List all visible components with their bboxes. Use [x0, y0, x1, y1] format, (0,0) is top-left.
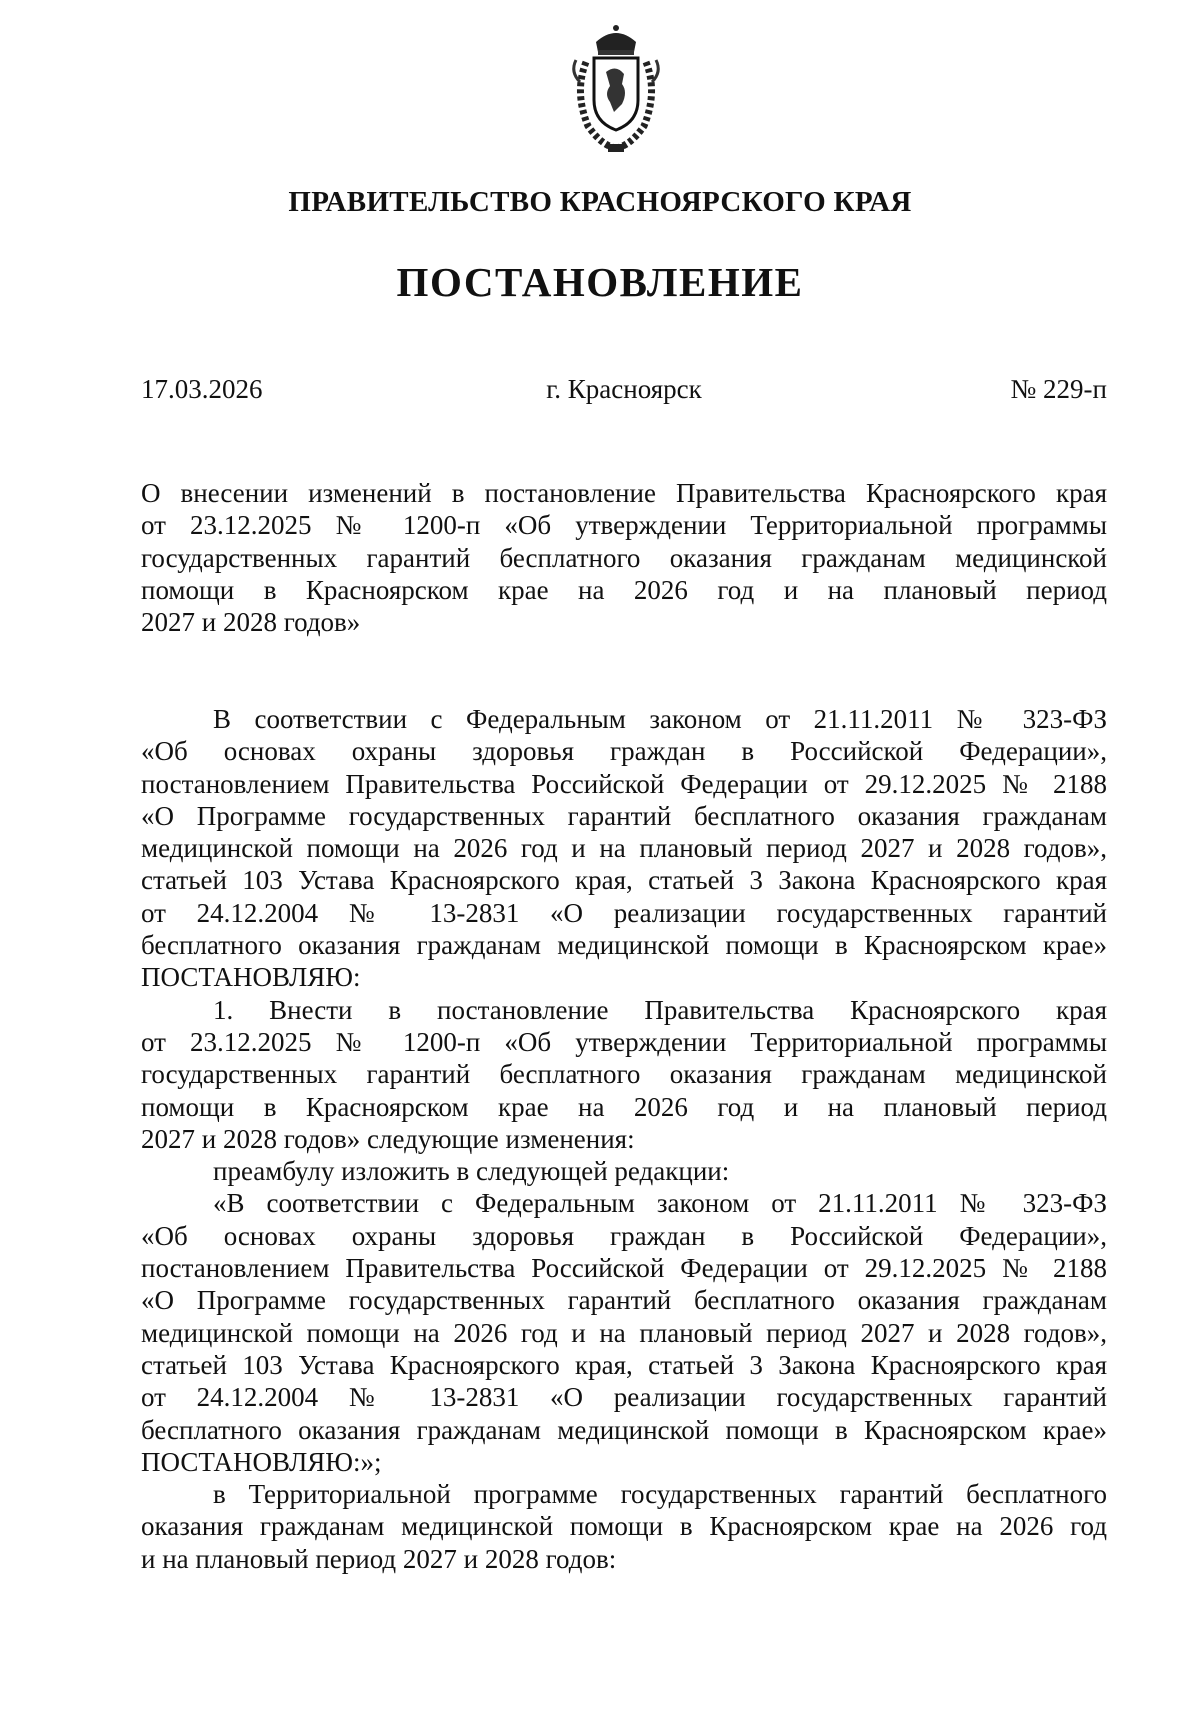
document-type-title: ПОСТАНОВЛЕНИЕ [396, 259, 804, 305]
body-line: бесплатного оказания гражданам медицинской помощи в Красноярском крае» [141, 1414, 1107, 1445]
coat-of-arms-icon [566, 22, 666, 156]
body-line: медицинской помощи на 2026 год и на плановый период 2027 и 2028 годов», [141, 1317, 1107, 1348]
organization-title: ПРАВИТЕЛЬСТВО КРАСНОЯРСКОГО КРАЯ [288, 186, 912, 218]
body-line: 1. Внести в постановление Правительства Красноярского края [213, 994, 1107, 1025]
body-line: статьей 103 Устава Красноярского края, статьей 3 Закона Красноярского края [141, 1349, 1107, 1380]
body-line: постановлением Правительства Российской Федерации от 29.12.2025 № 2188 [141, 1253, 1107, 1284]
body-line: «О Программе государственных гарантий бесплатного оказания гражданам [141, 1285, 1107, 1316]
body-line: медицинской помощи на 2026 год и на плановый период 2027 и 2028 годов», [141, 833, 1107, 864]
body-line: постановлением Правительства Российской Федерации от 29.12.2025 № 2188 [141, 768, 1107, 799]
document-date: 17.03.2026 [141, 374, 263, 404]
document-body [141, 703, 1107, 1575]
body-line: преамбулу изложить в следующей редакции: [213, 1156, 730, 1187]
document-city: г. Красноярск [546, 374, 702, 404]
body-line: от 24.12.2004 № 13-2831 «О реализации государственных гарантий [141, 1382, 1107, 1413]
body-line: от 23.12.2025 № 1200-п «Об утверждении Территориальной программы [141, 1026, 1107, 1057]
body-line: в Территориальной программе государственных гарантий бесплатного [213, 1479, 1107, 1510]
document-subject [141, 477, 1107, 638]
body-line: и на плановый период 2027 и 2028 годов: [141, 1543, 617, 1574]
body-line: ПОСТАНОВЛЯЮ:»; [141, 1446, 382, 1477]
body-line: «Об основах охраны здоровья граждан в Российской Федерации», [141, 736, 1107, 767]
body-line: «О Программе государственных гарантий бесплатного оказания гражданам [141, 800, 1107, 831]
body-line: государственных гарантий бесплатного оказания гражданам медицинской [141, 1059, 1107, 1090]
subject-line: помощи в Красноярском крае на 2026 год и на плановый период [141, 574, 1107, 605]
body-line: «В соответствии с Федеральным законом от 21.11.2011 № 323-ФЗ [213, 1188, 1107, 1219]
body-line: бесплатного оказания гражданам медицинской помощи в Красноярском крае» [141, 930, 1107, 961]
document-number: № 229-п [1010, 374, 1107, 404]
subject-line: государственных гарантий бесплатного оказания гражданам медицинской [141, 542, 1107, 573]
document-meta-row [141, 374, 1107, 408]
subject-line: от 23.12.2025 № 1200-п «Об утверждении Территориальной программы [141, 510, 1107, 541]
body-line: от 24.12.2004 № 13-2831 «О реализации государственных гарантий [141, 897, 1107, 928]
body-line: «Об основах охраны здоровья граждан в Российской Федерации», [141, 1220, 1107, 1251]
body-line: оказания гражданам медицинской помощи в Красноярском крае на 2026 год [141, 1511, 1107, 1542]
body-line: 2027 и 2028 годов» следующие изменения: [141, 1123, 635, 1154]
subject-line: О внесении изменений в постановление Правительства Красноярского края [141, 478, 1107, 508]
subject-line: 2027 и 2028 годов» [141, 607, 361, 638]
body-line: ПОСТАНОВЛЯЮ: [141, 962, 361, 993]
body-line: помощи в Красноярском крае на 2026 год и на плановый период [141, 1091, 1107, 1122]
body-line: статьей 103 Устава Красноярского края, статьей 3 Закона Красноярского края [141, 865, 1107, 896]
body-line: В соответствии с Федеральным законом от 21.11.2011 № 323-ФЗ [213, 704, 1107, 734]
